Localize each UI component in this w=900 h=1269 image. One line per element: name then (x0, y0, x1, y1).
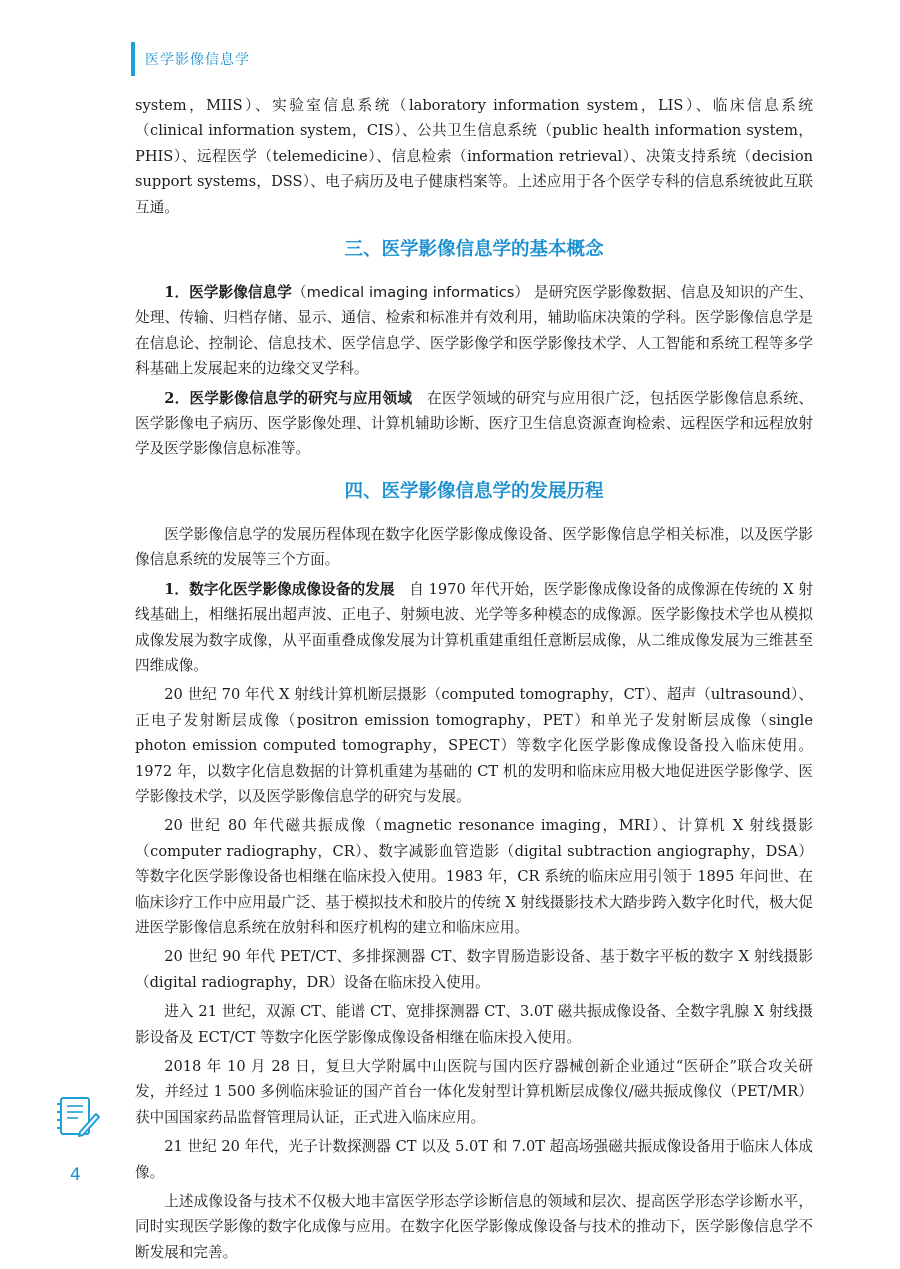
research-fields-body: 在医学领域的研究与应用很广泛，包括医学影像信息系统、医学影像电子病历、医学影像处理、计算机辅助诊断、医疗卫生信息资源查询检索、远程医学和远程放射学及医学影像信息标准等。 (135, 389, 813, 458)
research-fields-lead: 2．医学影像信息学的研究与应用领域 (164, 389, 413, 407)
paragraph-digital-devices (135, 577, 813, 679)
paragraph-2020s: 21 世纪 20 年代，光子计数探测器 CT 以及 5.0T 和 7.0T 超高场强磁共振成像设备用于临床人体成像。 (135, 1138, 813, 1181)
digital-devices-lead: 1．数字化医学影像成像设备的发展 (164, 580, 395, 598)
paragraph-development-intro: 医学影像信息学的发展历程体现在数字化医学影像成像设备、医学影像信息学相关标准，以及医学影像信息系统的发展等三个方面。 (135, 525, 813, 569)
header-accent-bar (131, 42, 135, 76)
section-heading-development: 四、医学影像信息学的发展历程 (344, 480, 604, 502)
section-heading-basic-concepts: 三、医学影像信息学的基本概念 (344, 239, 604, 261)
page-content (135, 93, 813, 1269)
running-header (131, 42, 250, 76)
notebook-pencil-icon (54, 1092, 102, 1140)
digital-devices-body: 自 1970 年代开始，医学影像成像设备的成像源在传统的 X 射线基础上，相继拓展出超声波、正电子、射频电波、光学等多种模态的成像源。医学影像技术学也从模拟成像发展为数字成像，从平面重叠成像发展为计算机重建重组任意断层成像，从二维成像发展为三维甚至四维成像。 (135, 580, 813, 674)
page-number: 4 (70, 1165, 81, 1185)
paragraph-21st-century: 进入 21 世纪，双源 CT、能谱 CT、宽排探测器 CT、3.0T 磁共振成像设备、全数字乳腺 X 射线摄影设备及 ECT/CT 等数字化医学影像成像设备相继在临床投入使用。 (135, 1003, 813, 1046)
paragraph-definition (135, 280, 813, 382)
paragraph-1980s: 20 世纪 80 年代磁共振成像（magnetic resonance imaging，MRI）、计算机 X 射线摄影（computer radiography，CR）、数字减影血管造影（digital subtraction angiography，DSA）等数字化医学影像设备也相继在临床投入使用。1983 年，CR 系统的临床应用引领于 1895 年问世、在临床诊疗工作中应用最广泛、基于模拟技术和胶片的传统 X 射线摄影技术大踏步跨入数字化时代，极大促进医学影像信息系统在放射科和医疗机构的建立和临床应用。 (135, 817, 813, 936)
definition-body: 是研究医学影像数据、信息及知识的产生、处理、传输、归档存储、显示、通信、检索和标准并有效利用，辅助临床决策的学科。医学影像信息学是在信息论、控制论、信息技术、医学信息学、医学影像学和医学影像技术学、人工智能和系统工程等多学科基础上发展起来的边缘交叉学科。 (135, 284, 814, 378)
paragraph-1990s: 20 世纪 90 年代 PET/CT、多排探测器 CT、数字胃肠造影设备、基于数字平板的数字 X 射线摄影（digital radiography，DR）设备在临床投入使用。 (135, 948, 813, 991)
definition-lead: 1．医学影像信息学 (164, 284, 292, 302)
paragraph-2018: 2018 年 10 月 28 日，复旦大学附属中山医院与国内医疗器械创新企业通过“医研企”联合攻关研发，并经过 1 500 多例临床验证的国产首台一体化发射型计算机断层成像仪/磁共振成像仪（PET/MR）获中国国家药品监督管理局认证，正式进入临床应用。 (135, 1058, 813, 1126)
paragraph-research-fields (135, 386, 813, 462)
definition-english-term: （medical imaging informatics） (291, 284, 530, 302)
header-title: 医学影像信息学 (145, 52, 250, 68)
paragraph-continued: system，MIIS）、实验室信息系统（laboratory information system，LIS）、临床信息系统（clinical information system，CIS）、公共卫生信息系统（public health information system，PHIS）、远程医学（telemedicine）、信息检索（information retrieval）、决策支持系统（decision support systems，DSS）、电子病历及电子健康档案等。上述应用于各个医学专科的信息系统彼此互联互通。 (135, 97, 813, 216)
paragraph-1970s: 20 世纪 70 年代 X 射线计算机断层摄影（computed tomography，CT）、超声（ultrasound）、正电子发射断层成像（positron emission tomography，PET）和单光子发射断层成像（single photon emission computed tomography，SPECT）等数字化医学影像成像设备投入临床使用。1972 年，以数字化信息数据的计算机重建为基础的 CT 机的发明和临床应用极大地促进医学影像学、医学影像技术学，以及医学影像信息学的研究与发展。 (135, 686, 813, 805)
paragraph-summary: 上述成像设备与技术不仅极大地丰富医学形态学诊断信息的领域和层次、提高医学形态学诊断水平，同时实现医学影像的数字化成像与应用。在数字化医学影像成像设备与技术的推动下，医学影像信息学不断发展和完善。 (135, 1193, 813, 1261)
